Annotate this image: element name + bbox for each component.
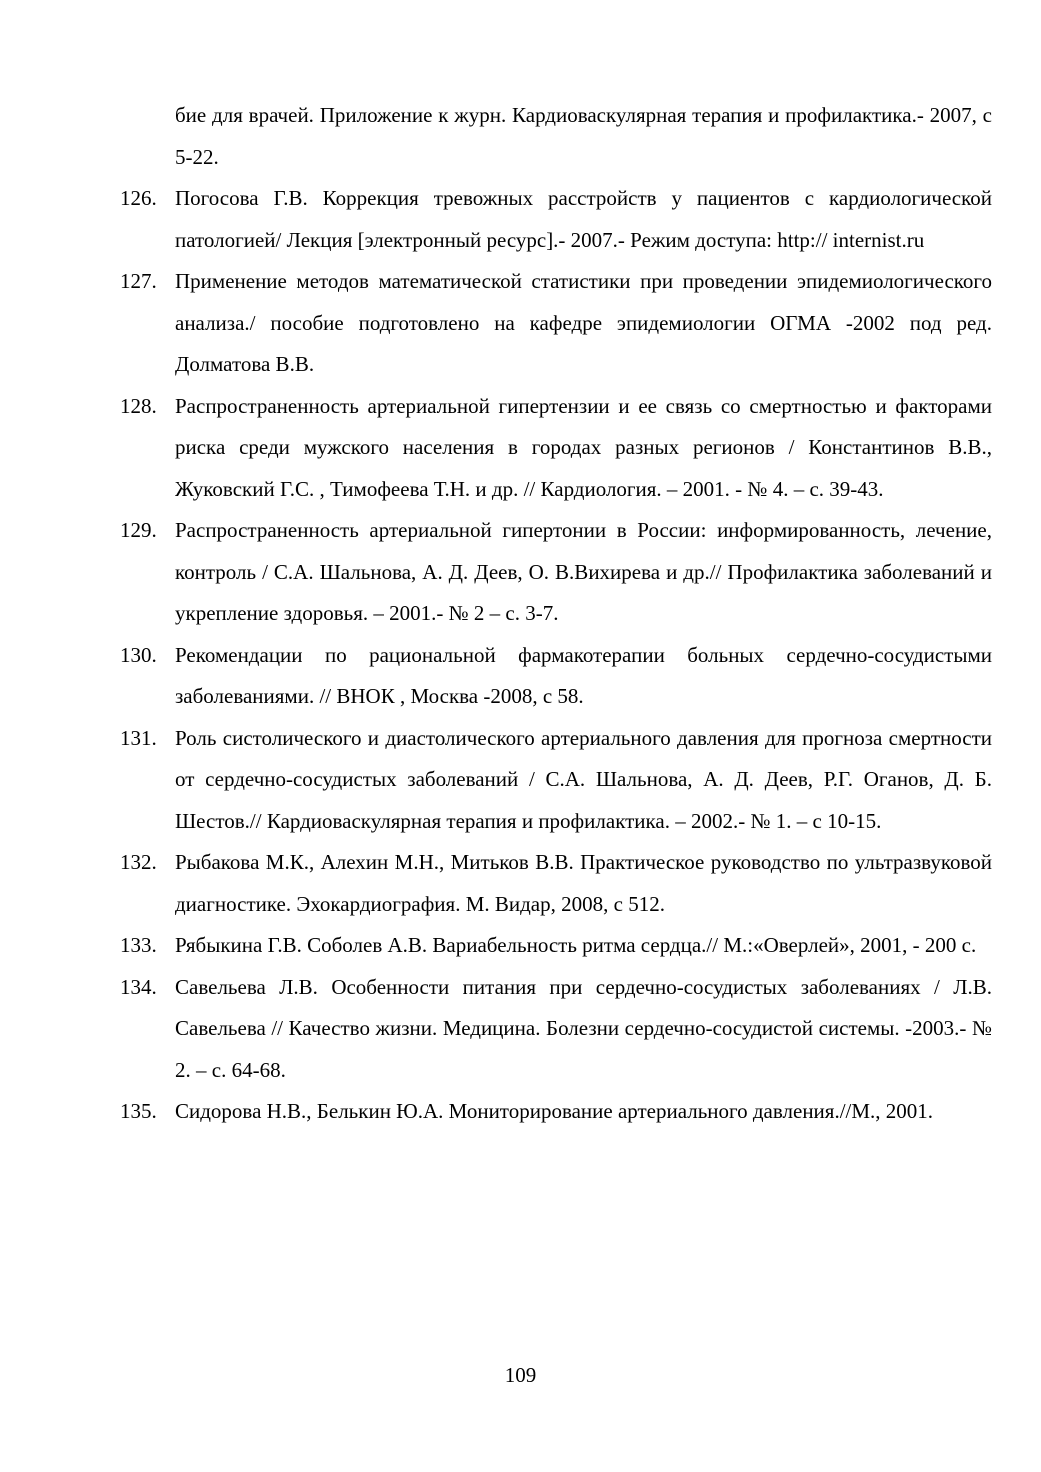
page-number: 109 [504, 1363, 537, 1387]
reference-item [120, 1091, 992, 1133]
reference-text: Рекомендации по рациональной фармакотерапии больных сердечно-сосудистыми заболеваниями. // ВНОК , Москва -2008, с 58. [175, 642, 992, 708]
reference-number: 126. [120, 186, 157, 210]
reference-item [120, 261, 992, 386]
reference-continuation [120, 95, 992, 178]
reference-item [120, 510, 992, 635]
reference-text: Рябыкина Г.В. Соболев А.В. Вариабельность ритма сердца.// М.:«Оверлей», 2001, - 200 с. [175, 933, 977, 957]
reference-list [120, 95, 992, 1133]
reference-continuation-text: бие для врачей. Приложение к журн. Кардиоваскулярная терапия и профилактика.- 2007, с 5-22. [175, 103, 992, 169]
reference-number: 130. [120, 642, 157, 667]
reference-text: Распространенность артериальной гипертензии и ее связь со смертностью и факторами риска среди мужского населения в городах разных регионов / Константинов В.В., Жуковский Г.С. , Тимофеева Т.Н. и др. // Кардиология. – 2001. - № 4. – с. 39-43. [175, 393, 992, 501]
reference-number: 133. [120, 933, 157, 957]
reference-text: Роль систолического и диастолического артериального давления для прогноза смертности от сердечно-сосудистых заболеваний / С.А. Шальнова, А. Д. Деев, Р.Г. Оганов, Д. Б. Шестов.// Кардиоваскулярная терапия и профилактика. – 2002.- № 1. – с 10-15. [175, 725, 992, 833]
reference-item [120, 635, 992, 718]
reference-item [120, 718, 992, 843]
reference-number: 134. [120, 974, 157, 999]
reference-number: 135. [120, 1099, 157, 1123]
reference-number: 132. [120, 850, 157, 874]
reference-text: Рыбакова М.К., Алехин М.Н., Митьков В.В. Практическое руководство по ультразвуковой диагностике. Эхокардиография. М. Видар, 2008, с 512. [175, 850, 992, 916]
reference-item [120, 842, 992, 925]
reference-item [120, 925, 992, 967]
reference-number: 127. [120, 269, 157, 293]
reference-text: Савельева Л.В. Особенности питания при сердечно-сосудистых заболеваниях / Л.В. Савельева // Качество жизни. Медицина. Болезни сердечно-сосудистой системы. -2003.- № 2. – с. 64-68. [175, 974, 992, 1082]
reference-text: Погосова Г.В. Коррекция тревожных расстройств у пациентов с кардиологической патологией/ Лекция [электронный ресурс].- 2007.- Режим доступа: http:// internist.ru [175, 186, 992, 252]
reference-text: Сидорова Н.В., Белькин Ю.А. Мониторирование артериального давления.//М., 2001. [175, 1099, 934, 1123]
reference-item [120, 386, 992, 511]
reference-item [120, 178, 992, 261]
reference-number: 128. [120, 393, 157, 418]
reference-text: Распространенность артериальной гипертонии в России: информированность, лечение, контроль / С.А. Шальнова, А. Д. Деев, О. В.Вихирева и др.// Профилактика заболеваний и укрепление здоровья. – 2001.- № 2 – с. 3-7. [175, 518, 992, 625]
reference-number: 131. [120, 725, 157, 750]
reference-number: 129. [120, 518, 157, 542]
reference-item [120, 967, 992, 1092]
reference-text: Применение методов математической статистики при проведении эпидемиологического анализа./ пособие подготовлено на кафедре эпидемиологии ОГМА -2002 под ред. Долматова В.В. [175, 269, 992, 376]
